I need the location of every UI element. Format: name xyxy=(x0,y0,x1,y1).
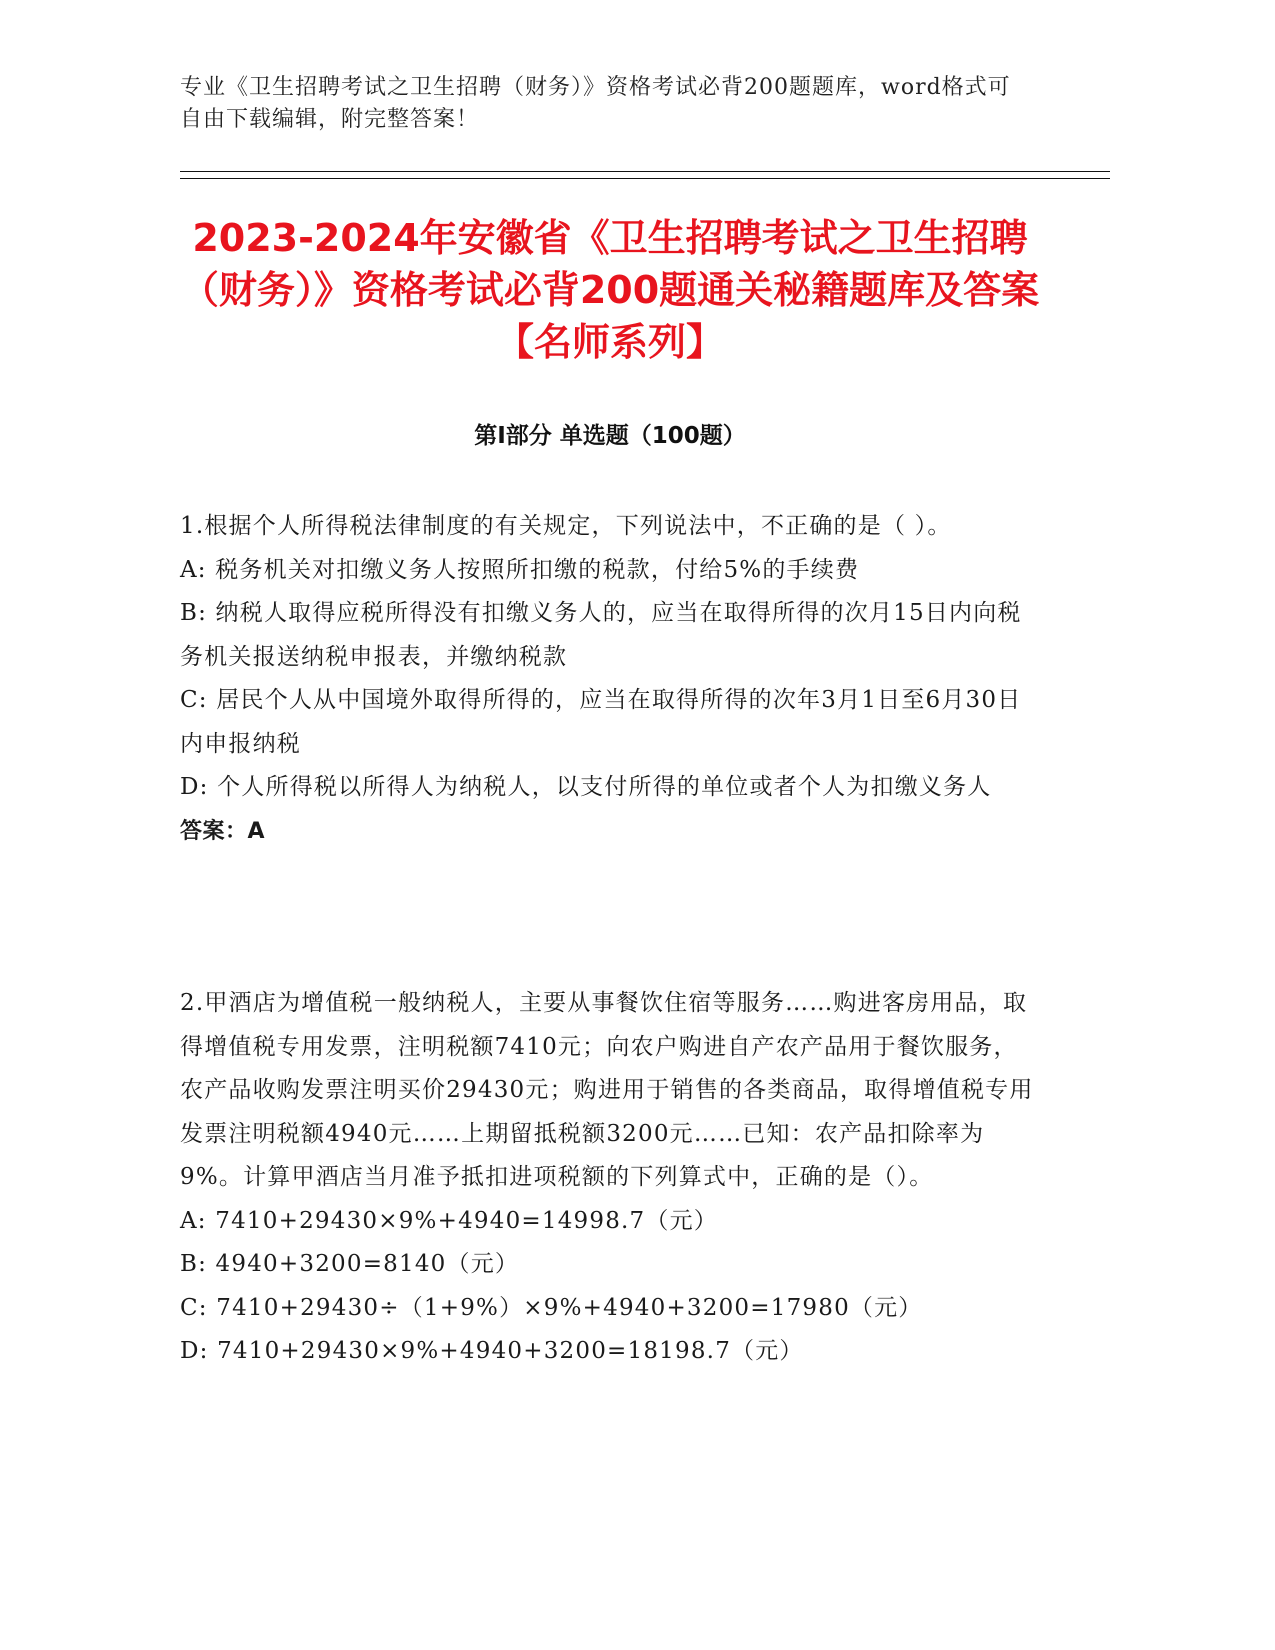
question-stem: 1.根据个人所得税法律制度的有关规定，下列说法中，不正确的是（ ）。 xyxy=(180,513,952,539)
answer-label: 答案：A xyxy=(180,818,266,844)
question-stem: 2.甲酒店为增值税一般纳税人，主要从事餐饮住宿等服务……购进客房用品，取得增值税专用发票，注明税额7410元；向农户购进自产农产品用于餐饮服务，农产品收购发票注明买价29430元；购进用于销售的各类商品，取得增值税专用发票注明税额4940元……上期留抵税额3200元……已知：农产品扣除率为9%。计算甲酒店当月准予抵扣进项税额的下列算式中，正确的是（）。 xyxy=(180,990,1034,1190)
option-c: C: 7410+29430÷（1+9%）×9%+4940+3200=17980（元） xyxy=(180,1294,923,1321)
question-2 xyxy=(180,982,1040,1374)
header-rule-top xyxy=(180,171,1110,172)
option-d: D: 7410+29430×9%+4940+3200=18198.7（元） xyxy=(180,1338,804,1364)
option-c: C: 居民个人从中国境外取得所得的，应当在取得所得的次年3月1日至6月30日内申报纳税 xyxy=(180,687,1022,757)
document-title: 2023-2024年安徽省《卫生招聘考试之卫生招聘（财务）》资格考试必背200题通关秘籍题库及答案【名师系列】 xyxy=(180,216,1040,364)
document-page xyxy=(180,0,1110,1650)
header-note: 专业《卫生招聘考试之卫生招聘（财务）》资格考试必背200题题库，word格式可自由下载编辑，附完整答案！ xyxy=(180,75,1011,132)
section-heading: 第Ⅰ部分 单选题（100题） xyxy=(474,423,746,449)
option-b: B: 4940+3200=8140（元） xyxy=(180,1251,520,1277)
question-1 xyxy=(180,505,1040,853)
option-a: A: 7410+29430×9%+4940=14998.7（元） xyxy=(180,1207,718,1234)
header-rule-bottom xyxy=(180,178,1110,179)
option-d: D: 个人所得税以所得人为纳税人，以支付所得的单位或者个人为扣缴义务人 xyxy=(180,774,992,800)
option-b: B: 纳税人取得应税所得没有扣缴义务人的，应当在取得所得的次月15日内向税务机关报送纳税申报表，并缴纳税款 xyxy=(180,600,1022,670)
option-a: A: 税务机关对扣缴义务人按照所扣缴的税款，付给5%的手续费 xyxy=(180,556,860,583)
